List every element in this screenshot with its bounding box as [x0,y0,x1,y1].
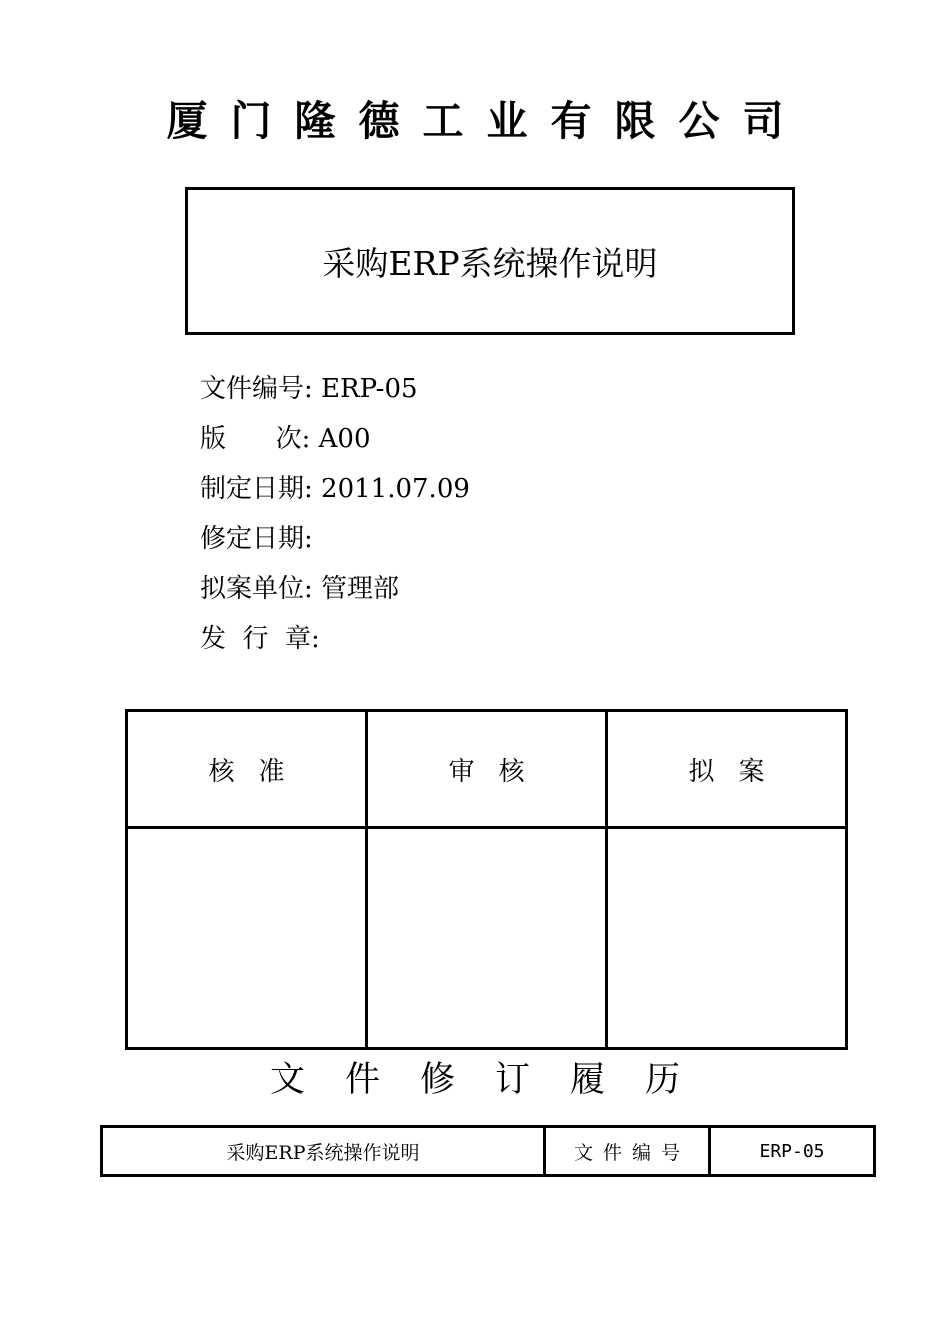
meta-row-drafting-unit [200,564,470,614]
document-meta [200,364,470,664]
meta-row-created-date [200,464,470,514]
approval-header-review: 审核 [367,711,607,828]
company-name: 厦门隆德工业有限公司 [166,97,807,145]
approval-header-approve: 核准 [127,711,367,828]
approval-signature-row [127,828,847,1049]
meta-label: 拟案单位: [200,574,322,604]
approval-header-draft: 拟案 [607,711,847,828]
meta-label: 制定日期: [200,474,322,504]
document-title-box [185,187,795,335]
draft-signature-cell [607,828,847,1049]
meta-value: A00 [318,424,371,454]
document-title: 采购ERP系统操作说明 [322,243,658,283]
revision-header-row [102,1127,875,1176]
revision-header-table [100,1125,876,1177]
revision-history-heading: 文件修订履历 [269,1060,720,1100]
approve-signature-cell [127,828,367,1049]
meta-value: 2011.07.09 [321,474,470,504]
meta-value: ERP-05 [321,374,418,404]
footer-doc-number-label: 文件编号 [545,1127,710,1176]
review-signature-cell [367,828,607,1049]
meta-label: 发 行 章: [200,624,320,654]
meta-label: 文件编号: [200,374,322,404]
footer-doc-number: ERP-05 [710,1127,875,1176]
meta-row-revised-date [200,514,470,564]
meta-label: 修定日期: [200,524,313,554]
meta-row-version [200,414,470,464]
meta-row-issue-seal [200,614,470,664]
meta-value: 管理部 [321,574,400,604]
approval-header-row [127,711,847,828]
meta-label: 版 次: [200,424,319,454]
meta-row-doc-number [200,364,470,414]
footer-doc-title: 采购ERP系统操作说明 [102,1127,545,1176]
approval-table [125,709,848,1050]
